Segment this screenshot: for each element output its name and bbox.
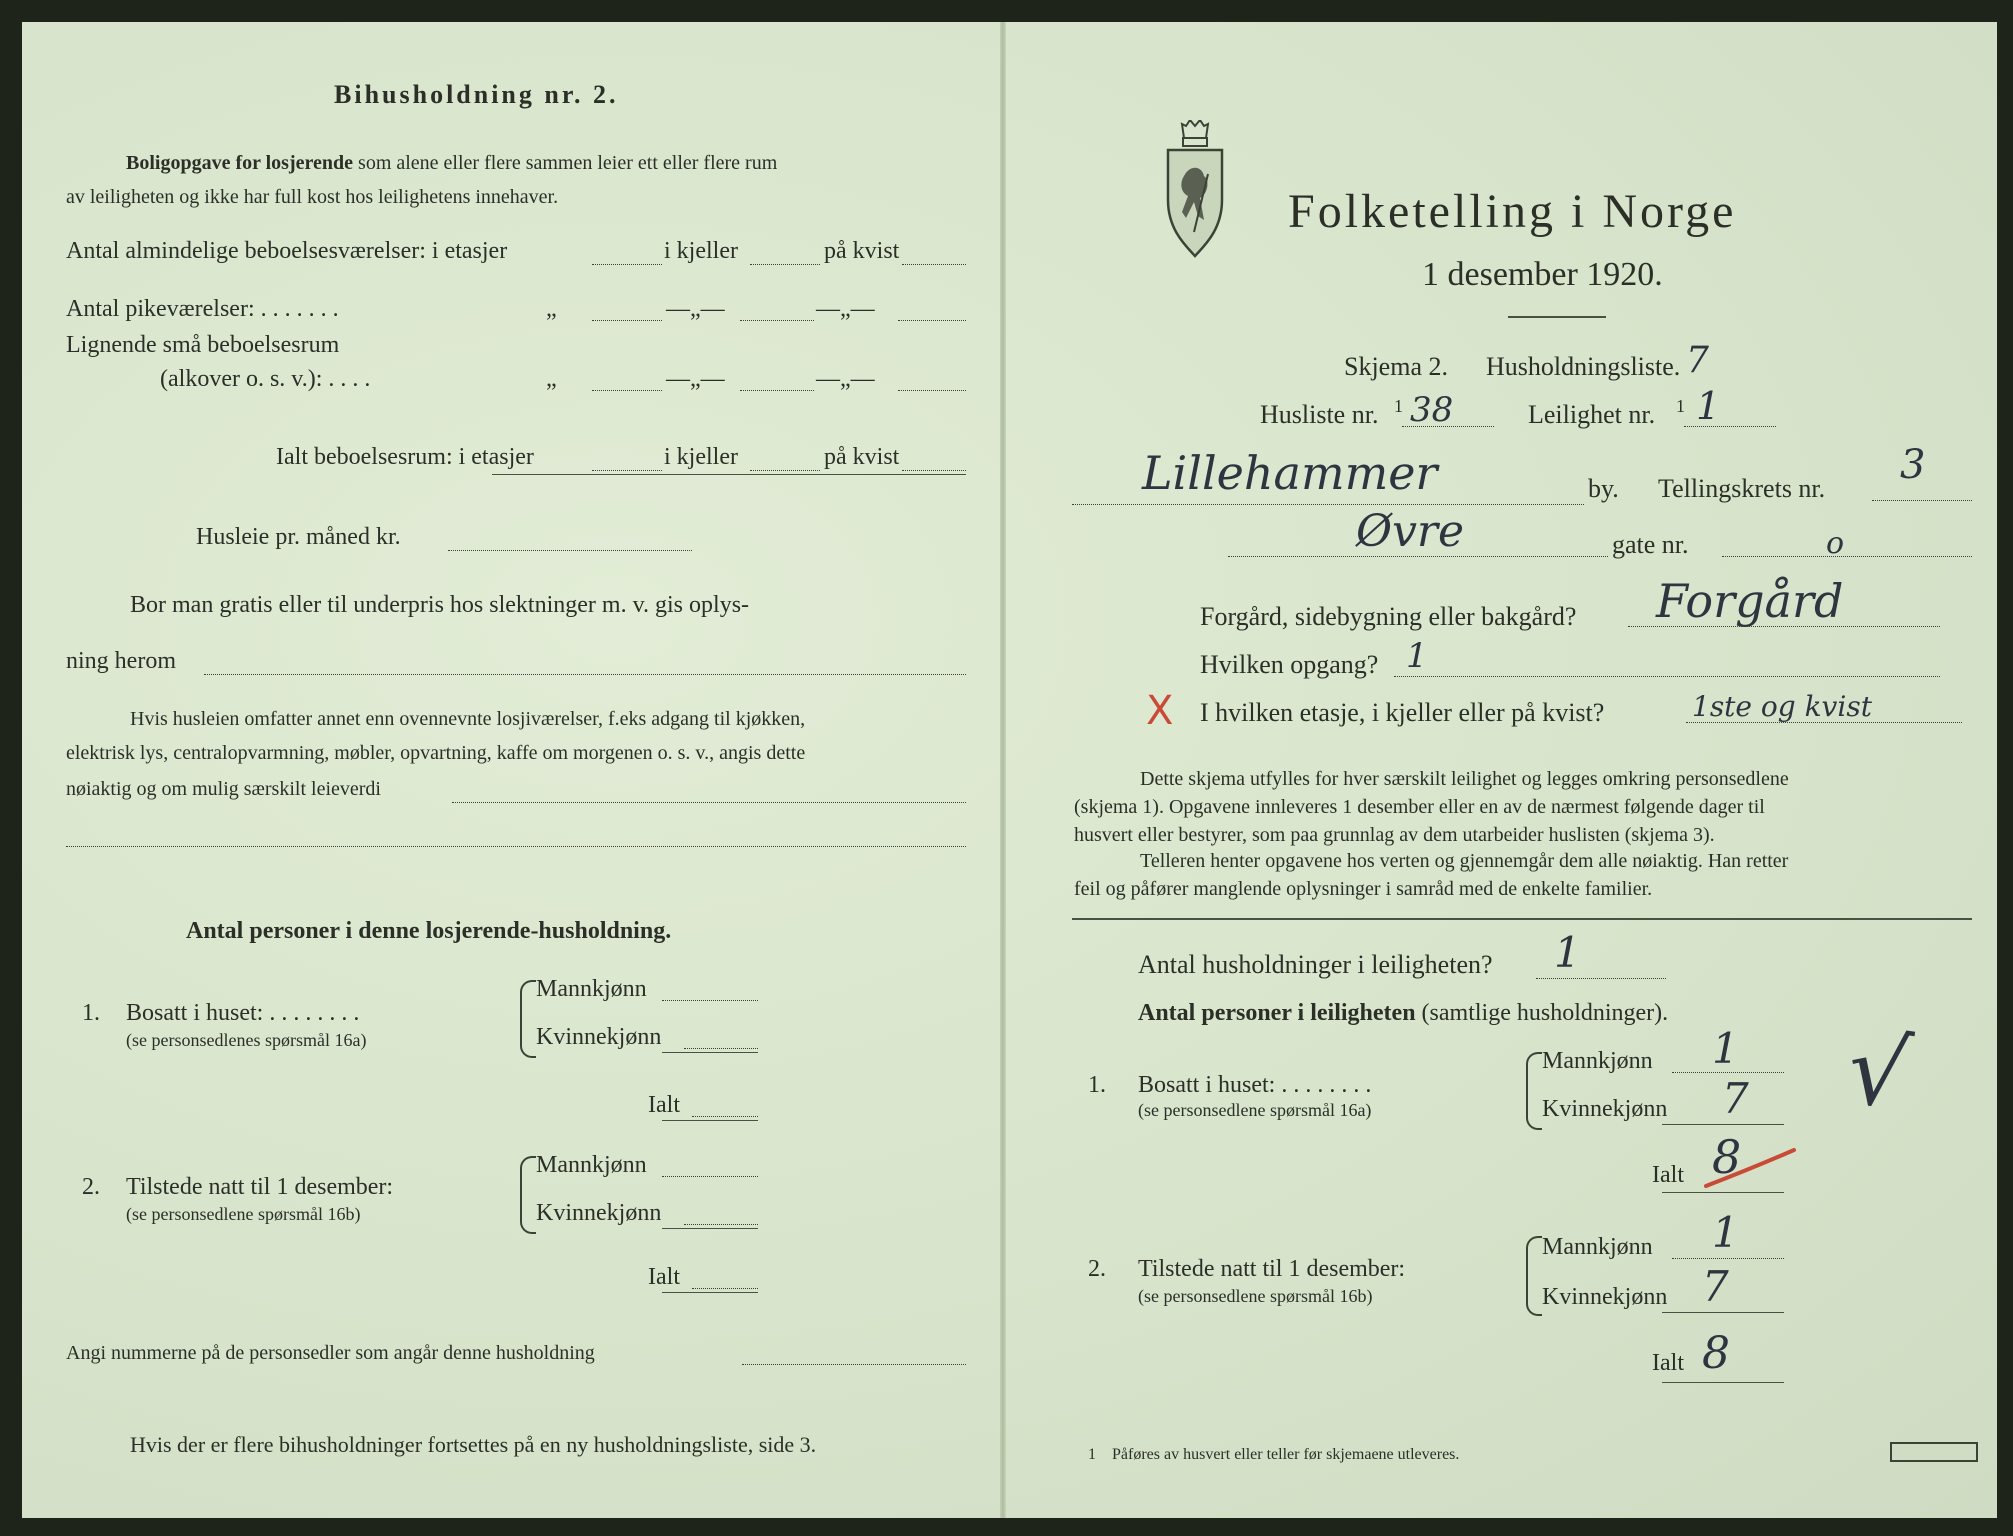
angi-label: Angi nummerne på de personsedler som angår denne husholdning [66, 1342, 595, 1364]
left-q2-ialt-label: Ialt [648, 1264, 680, 1290]
right-q2-mann-value[interactable]: 1 [1712, 1208, 1739, 1257]
left-q1-mann-field[interactable] [662, 1000, 758, 1001]
left-footer: Hvis der er flere bihusholdninger fortsettes på en ny husholdningsliste, side 3. [130, 1432, 817, 1457]
date-underline [1508, 316, 1606, 318]
pike-etasjer-field[interactable] [592, 320, 662, 321]
forgaard-field [1628, 626, 1940, 627]
forgaard-value[interactable]: Forgård [1656, 574, 1844, 628]
rooms-kvist-field[interactable] [902, 264, 966, 265]
left-q1-sum-line [662, 1052, 758, 1053]
left-q1-mann-label: Mannkjønn [536, 976, 647, 1002]
opgang-label: Hvilken opgang? [1200, 650, 1379, 679]
city-value[interactable]: Lillehammer [1142, 446, 1438, 500]
hvis-line-3: nøiaktig og om mulig særskilt leieverdi [66, 778, 381, 800]
etasje-field [1686, 722, 1962, 723]
pike-kjeller-field[interactable] [740, 320, 814, 321]
left-persons-heading: Antal personer i denne losjerende-husholdning. [186, 918, 672, 944]
rooms-kjeller-field[interactable] [750, 264, 820, 265]
right-q1-mann-label: Mannkjønn [1542, 1048, 1653, 1074]
gate-field [1722, 556, 1972, 557]
left-q2-ialt-line [662, 1292, 758, 1293]
left-q2-kvinne-label: Kvinnekjønn [536, 1200, 662, 1226]
lignende-label-1: Lignende små beboelsesrum [66, 332, 340, 358]
bor-line-1: Bor man gratis eller til underpris hos slektninger m. v. gis oplys- [130, 592, 750, 618]
right-q1-ialt-label: Ialt [1652, 1162, 1684, 1188]
right-q1-kvinne-value[interactable]: 7 [1722, 1074, 1749, 1123]
ialt-kvist-label: på kvist [824, 444, 900, 470]
hvis-line-2: elektrisk lys, centralopvarmning, møbler, opvartning, kaffe om morgenen o. s. v., angis dette [66, 742, 806, 764]
right-q1-mann-value[interactable]: 1 [1712, 1024, 1739, 1073]
right-q2-number: 2. [1088, 1256, 1106, 1282]
opgang-field [1394, 676, 1940, 677]
pike-ditto: „ [546, 296, 557, 322]
left-q1-kvinne-field[interactable] [684, 1048, 758, 1049]
info-line-5: feil og påfører manglende oplysninger i samråd med de enkelte familier. [1074, 878, 1653, 900]
ialt-kvist-field[interactable] [902, 470, 966, 471]
etasje-label: I hvilken etasje, i kjeller eller på kvist? [1200, 698, 1605, 727]
right-q1-label: Bosatt i huset: . . . . . . . . [1138, 1072, 1372, 1098]
footnote [1088, 1446, 1459, 1464]
bor-line-2: ning herom [66, 648, 176, 674]
pike-dash-1: —„— [666, 296, 725, 322]
leilighet-footnote-mark: 1 [1676, 396, 1685, 416]
rooms-kjeller-label: i kjeller [664, 238, 738, 264]
left-q1-brace [520, 980, 536, 1058]
left-q2-label: Tilstede natt til 1 desember: [126, 1174, 394, 1200]
left-q2-ialt-field[interactable] [692, 1288, 758, 1289]
info-divider [1072, 918, 1972, 920]
angi-field[interactable] [742, 1364, 966, 1365]
census-form-sheet [22, 22, 1997, 1518]
intro-bold: Boligopgave for losjerende [126, 152, 354, 174]
right-persons-heading-bold: Antal personer i leiligheten [1138, 1000, 1416, 1026]
info-line-1: Dette skjema utfylles for hver særskilt leilighet og legges omkring personsedlene [1140, 768, 1789, 790]
ialt-kjeller-label: i kjeller [664, 444, 738, 470]
by-label: by. [1588, 474, 1619, 503]
street-field [1228, 556, 1608, 557]
left-q2-number: 2. [82, 1174, 100, 1200]
red-x-mark: X [1146, 688, 1174, 734]
right-q1-sub: (se personsedlene spørsmål 16a) [1138, 1100, 1372, 1120]
right-q2-mann-field [1672, 1258, 1784, 1259]
husliste-footnote-mark: 1 [1394, 396, 1403, 416]
right-q2-kvinne-value[interactable]: 7 [1702, 1262, 1729, 1311]
ialt-kjeller-field[interactable] [750, 470, 820, 471]
skjema-label: Skjema 2. [1344, 352, 1448, 381]
lignende-kvist-field[interactable] [898, 390, 966, 391]
hvis-line-1: Hvis husleien omfatter annet enn ovennevnte losjiværelser, f.eks adgang til kjøkken, [130, 708, 806, 730]
rooms-label: Antal almindelige beboelsesværelser: i etasjer [66, 238, 508, 264]
right-q1-kvinne-label: Kvinnekjønn [1542, 1096, 1668, 1122]
leieverdi-field-2[interactable] [66, 846, 966, 847]
husliste-label: Husliste nr. [1260, 400, 1379, 429]
page-fold [1000, 22, 1006, 1518]
lignende-kjeller-field[interactable] [740, 390, 814, 391]
left-q1-label: Bosatt i huset: . . . . . . . . [126, 1000, 360, 1026]
leieverdi-field[interactable] [452, 802, 966, 803]
right-q1-brace [1526, 1052, 1542, 1130]
husholdningsliste-value[interactable]: 7 [1686, 340, 1709, 381]
check-mark-icon: √ [1840, 1012, 1917, 1132]
lignende-label-2: (alkover o. s. v.): . . . . [160, 366, 371, 392]
coat-of-arms-icon [1164, 120, 1226, 260]
krets-value[interactable]: 3 [1900, 442, 1926, 488]
gate-value[interactable]: o [1826, 526, 1845, 561]
leilighet-label: Leilighet nr. [1528, 400, 1656, 429]
left-q2-sum-line [662, 1228, 758, 1229]
etasje-value[interactable]: 1ste og kvist [1692, 690, 1872, 723]
pike-label: Antal pikeværelser: . . . . . . . [66, 296, 339, 322]
krets-label: Tellingskrets nr. [1658, 474, 1826, 503]
footnote-number: 1 [1088, 1446, 1096, 1463]
pike-dash-2: —„— [816, 296, 875, 322]
right-persons-heading [1138, 1000, 1668, 1027]
right-q1-ialt-value[interactable]: 8 [1712, 1130, 1742, 1184]
right-title: Folketelling i Norge [1288, 185, 1737, 238]
left-q2-kvinne-field[interactable] [684, 1224, 758, 1225]
red-correction-stroke [1702, 1142, 1798, 1192]
leilighet-value[interactable]: 1 [1696, 384, 1721, 428]
left-q1-ialt-label: Ialt [648, 1092, 680, 1118]
info-line-2: (skjema 1). Opgavene innleveres 1 desember eller en av de nærmest følgende dager til [1074, 796, 1765, 818]
husleie-label: Husleie pr. måned kr. [196, 524, 401, 550]
husliste-field [1402, 426, 1494, 427]
footnote-text: Påføres av husvert eller teller før skjemaene utleveres. [1112, 1446, 1460, 1463]
antal-hush-value[interactable]: 1 [1554, 928, 1581, 977]
left-q1-kvinne-label: Kvinnekjønn [536, 1024, 662, 1050]
right-q2-ialt-label: Ialt [1652, 1350, 1684, 1376]
rooms-etasjer-field[interactable] [592, 264, 662, 265]
right-date: 1 desember 1920. [1422, 256, 1663, 293]
right-q2-sum-line [1662, 1312, 1784, 1313]
antal-hush-label: Antal husholdninger i leiligheten? [1138, 950, 1493, 979]
right-q2-mann-label: Mannkjønn [1542, 1234, 1653, 1260]
left-q1-ialt-line [662, 1120, 758, 1121]
right-q2-kvinne-label: Kvinnekjønn [1542, 1284, 1668, 1310]
right-q1-mann-field [1672, 1072, 1784, 1073]
leilighet-field [1684, 426, 1776, 427]
ialt-underline [492, 474, 966, 475]
left-title: Bihusholdning nr. 2. [334, 80, 619, 109]
rooms-kvist-label: på kvist [824, 238, 900, 264]
info-line-3: husvert eller bestyrer, som paa grunnlag av dem utarbeider huslisten (skjema 3). [1074, 824, 1715, 846]
right-q2-label: Tilstede natt til 1 desember: [1138, 1256, 1406, 1282]
lignende-etasjer-field[interactable] [592, 390, 662, 391]
right-q2-ialt-line [1662, 1382, 1784, 1383]
printer-stamp [1890, 1442, 1978, 1462]
right-q1-ialt-line [1662, 1192, 1784, 1193]
left-q2-sub: (se personsedlene spørsmål 16b) [126, 1204, 361, 1224]
antal-hush-field [1536, 978, 1666, 979]
right-persons-heading-rest: (samtlige husholdninger). [1421, 1000, 1669, 1026]
krets-field [1872, 500, 1972, 501]
right-q2-sub: (se personsedlene spørsmål 16b) [1138, 1286, 1373, 1306]
ialt-rooms-label: Ialt beboelsesrum: i etasjer [276, 444, 534, 470]
left-q1-sub: (se personsedlenes spørsmål 16a) [126, 1030, 367, 1050]
right-q2-ialt-value[interactable]: 8 [1702, 1328, 1730, 1379]
lignende-ditto: „ [546, 366, 557, 392]
gate-label: gate nr. [1612, 530, 1689, 559]
ialt-etasjer-field[interactable] [592, 470, 662, 471]
opgang-value[interactable]: 1 [1406, 636, 1428, 676]
left-q1-number: 1. [82, 1000, 100, 1026]
bor-field[interactable] [204, 674, 966, 675]
left-q2-mann-label: Mannkjønn [536, 1152, 647, 1178]
lignende-dash-2: —„— [816, 366, 875, 392]
husliste-value[interactable]: 38 [1410, 390, 1454, 430]
right-q1-sum-line [1662, 1124, 1784, 1125]
husholdningsliste-label: Husholdningsliste. [1486, 352, 1681, 381]
info-line-4: Telleren henter opgavene hos verten og gjennemgår dem alle nøiaktig. Han retter [1140, 850, 1789, 872]
intro-line-1 [126, 152, 777, 175]
husleie-field[interactable] [448, 550, 692, 551]
pike-kvist-field[interactable] [898, 320, 966, 321]
intro-rest: som alene eller flere sammen leier ett eller flere rum [358, 152, 778, 174]
street-value[interactable]: Øvre [1356, 506, 1465, 557]
forgaard-label: Forgård, sidebygning eller bakgård? [1200, 602, 1577, 631]
lignende-dash-1: —„— [666, 366, 725, 392]
right-q2-brace [1526, 1236, 1542, 1316]
left-q2-mann-field[interactable] [662, 1176, 758, 1177]
left-q1-ialt-field[interactable] [692, 1116, 758, 1117]
city-field [1072, 504, 1584, 505]
right-q1-number: 1. [1088, 1072, 1106, 1098]
intro-line-2: av leiligheten og ikke har full kost hos leilighetens innehaver. [66, 186, 559, 208]
left-q2-brace [520, 1156, 536, 1234]
